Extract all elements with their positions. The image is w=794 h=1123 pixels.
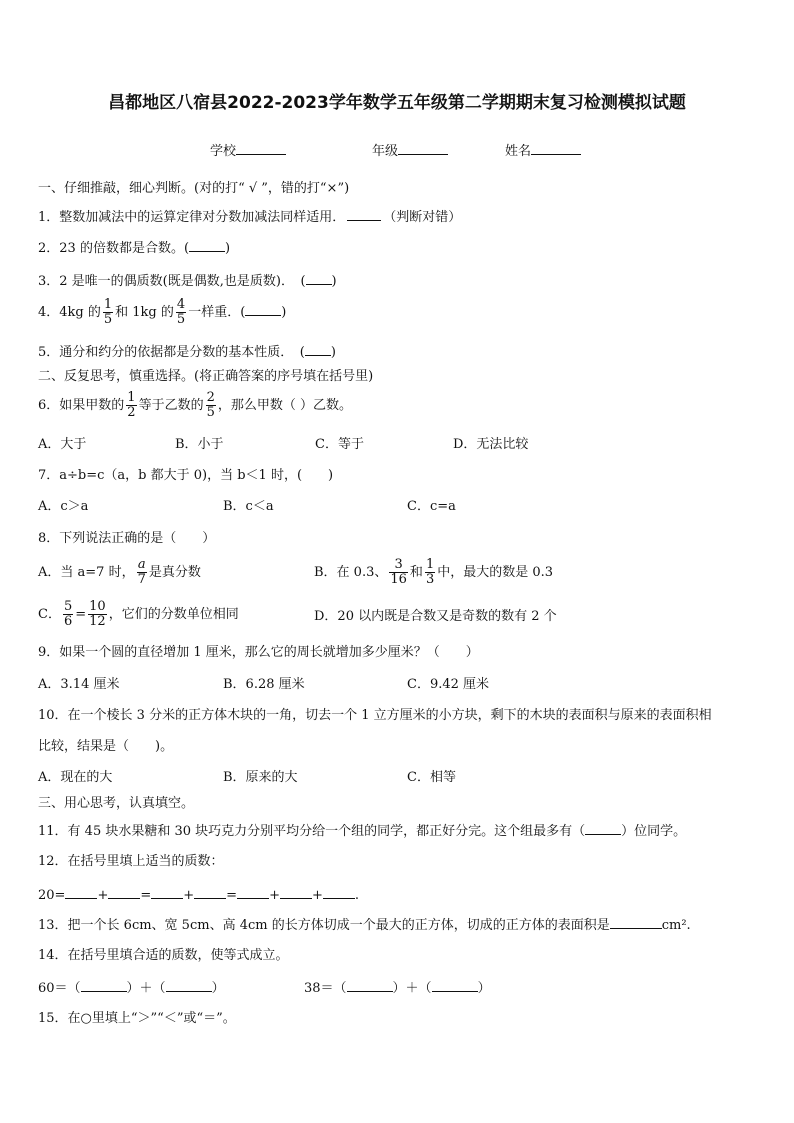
answer-blank[interactable] <box>65 885 97 899</box>
question-6: 6．如果甲数的 $\frac{1}{2}$ 等于乙数的 $\frac{2}{5}$ ，那么甲数（ ）乙数。 <box>38 390 352 420</box>
question-2: 2．23 的倍数都是合数。( ) <box>38 238 230 258</box>
question-5: 5．通分和约分的依据都是分数的基本性质． ( ) <box>38 342 336 362</box>
q9-option-c[interactable]: C．9.42 厘米 <box>407 677 490 692</box>
q8-option-b[interactable]: B．在 0.3、 $\frac{3}{16}$ 和 $\frac{1}{3}$ 中，最大的数是 0.3 <box>314 557 554 587</box>
fraction: $\frac{10}{12}$ <box>89 599 106 629</box>
question-13: 13．把一个长 6cm、宽 5cm、高 4cm 的长方体切成一个最大的正方体，切成的正方体的表面积是 cm². <box>38 915 691 935</box>
school-label: 学校 <box>210 144 237 159</box>
grade-field <box>372 140 448 159</box>
question-14: 14．在括号里填合适的质数，使等式成立。 <box>38 948 289 963</box>
school-blank[interactable] <box>236 141 286 155</box>
page-title: 昌都地区八宿县2022-2023学年数学五年级第二学期期末复习检测模拟试题 <box>108 93 686 113</box>
answer-blank[interactable] <box>166 978 212 992</box>
question-15: 15．在○里填上“＞”“＜”或“＝”。 <box>38 1011 236 1026</box>
fraction: $\frac{5}{6}$ <box>63 599 73 629</box>
fraction: $\frac{a}{7}$ <box>137 557 146 587</box>
question-10-line-2: 比较，结果是（ )。 <box>38 739 174 754</box>
q9-option-a[interactable]: A．3.14 厘米 <box>38 677 120 692</box>
answer-blank[interactable] <box>347 978 393 992</box>
fraction: $\frac{2}{5}$ <box>206 390 215 420</box>
school-field <box>210 140 286 159</box>
fraction: $\frac{1}{3}$ <box>425 557 435 587</box>
fraction: $\frac{1}{2}$ <box>127 390 136 420</box>
q14-equation-1: 60＝（ ）＋（ ） <box>38 978 225 998</box>
q12-expression: 20= + = + = + + . <box>38 885 359 905</box>
question-8: 8．下列说法正确的是（ ） <box>38 531 216 546</box>
answer-blank[interactable] <box>432 978 478 992</box>
section-2-heading: 二、反复思考，慎重选择。(将正确答案的序号填在括号里) <box>38 369 374 384</box>
answer-blank[interactable] <box>347 207 381 221</box>
answer-blank[interactable] <box>305 342 331 356</box>
q8-option-c[interactable]: C． $\frac{5}{6}$ = $\frac{10}{12}$ ，它们的分数单位相同 <box>38 599 239 629</box>
q7-option-a[interactable]: A．c＞a <box>38 499 89 514</box>
question-7: 7．a÷b=c（a，b 都大于 0)，当 b＜1 时，( ) <box>38 468 334 483</box>
q14-equation-2: 38＝（ ）＋（ ） <box>304 978 491 998</box>
fraction: $\frac{3}{16}$ <box>390 557 407 587</box>
fraction: $\frac{1}{5}$ <box>103 297 113 327</box>
answer-blank[interactable] <box>610 915 662 929</box>
q7-option-c[interactable]: C．c=a <box>407 499 456 514</box>
answer-blank[interactable] <box>245 302 281 316</box>
q8-option-d[interactable]: D．20 以内既是合数又是奇数的数有 2 个 <box>314 609 557 624</box>
answer-blank[interactable] <box>306 271 332 285</box>
answer-blank[interactable] <box>585 821 621 835</box>
name-blank[interactable] <box>531 141 581 155</box>
question-4: 4．4kg 的 $\frac{1}{5}$ 和 1kg 的 $\frac{4}{5}$ 一样重．( ) <box>38 297 287 327</box>
q10-option-c[interactable]: C．相等 <box>407 770 456 785</box>
grade-blank[interactable] <box>398 141 448 155</box>
question-11: 11．有 45 块水果糖和 30 块巧克力分别平均分给一个组的同学，都正好分完。这个组最多有（ ）位同学。 <box>38 821 686 841</box>
q10-option-b[interactable]: B．原来的大 <box>223 770 298 785</box>
q6-option-b[interactable]: B．小于 <box>175 437 224 452</box>
question-10-line-1: 10．在一个棱长 3 分米的正方体木块的一角，切去一个 1 立方厘米的小方块，剩下的木块的表面积与原来的表面积相 <box>38 708 712 723</box>
section-1-heading: 一、仔细推敲，细心判断。(对的打“ √ ”，错的打“×”) <box>38 181 350 196</box>
answer-blank[interactable] <box>81 978 127 992</box>
q10-option-a[interactable]: A．现在的大 <box>38 770 113 785</box>
section-3-heading: 三、用心思考，认真填空。 <box>38 796 195 811</box>
grade-label: 年级 <box>372 144 399 159</box>
q6-option-d[interactable]: D．无法比较 <box>453 437 529 452</box>
question-3: 3．2 是唯一的偶质数(既是偶数,也是质数)． ( ) <box>38 271 337 291</box>
fraction: $\frac{4}{5}$ <box>176 297 186 327</box>
answer-blank[interactable] <box>280 885 312 899</box>
answer-blank[interactable] <box>323 885 355 899</box>
question-1: 1．整数加减法中的运算定律对分数加减法同样适用． （判断对错） <box>38 207 461 227</box>
answer-blank[interactable] <box>151 885 183 899</box>
answer-blank[interactable] <box>194 885 226 899</box>
q6-option-c[interactable]: C．等于 <box>315 437 364 452</box>
question-12: 12．在括号里填上适当的质数： <box>38 854 224 869</box>
q6-option-a[interactable]: A．大于 <box>38 437 87 452</box>
q7-option-b[interactable]: B．c＜a <box>223 499 274 514</box>
name-field <box>505 140 581 159</box>
q8-option-a[interactable]: A．当 a=7 时， $\frac{a}{7}$ 是真分数 <box>38 557 201 587</box>
answer-blank[interactable] <box>108 885 140 899</box>
q9-option-b[interactable]: B．6.28 厘米 <box>223 677 305 692</box>
answer-blank[interactable] <box>237 885 269 899</box>
name-label: 姓名 <box>505 144 532 159</box>
question-9: 9．如果一个圆的直径增加 1 厘米，那么它的周长就增加多少厘米？（ ） <box>38 645 479 660</box>
answer-blank[interactable] <box>189 238 225 252</box>
